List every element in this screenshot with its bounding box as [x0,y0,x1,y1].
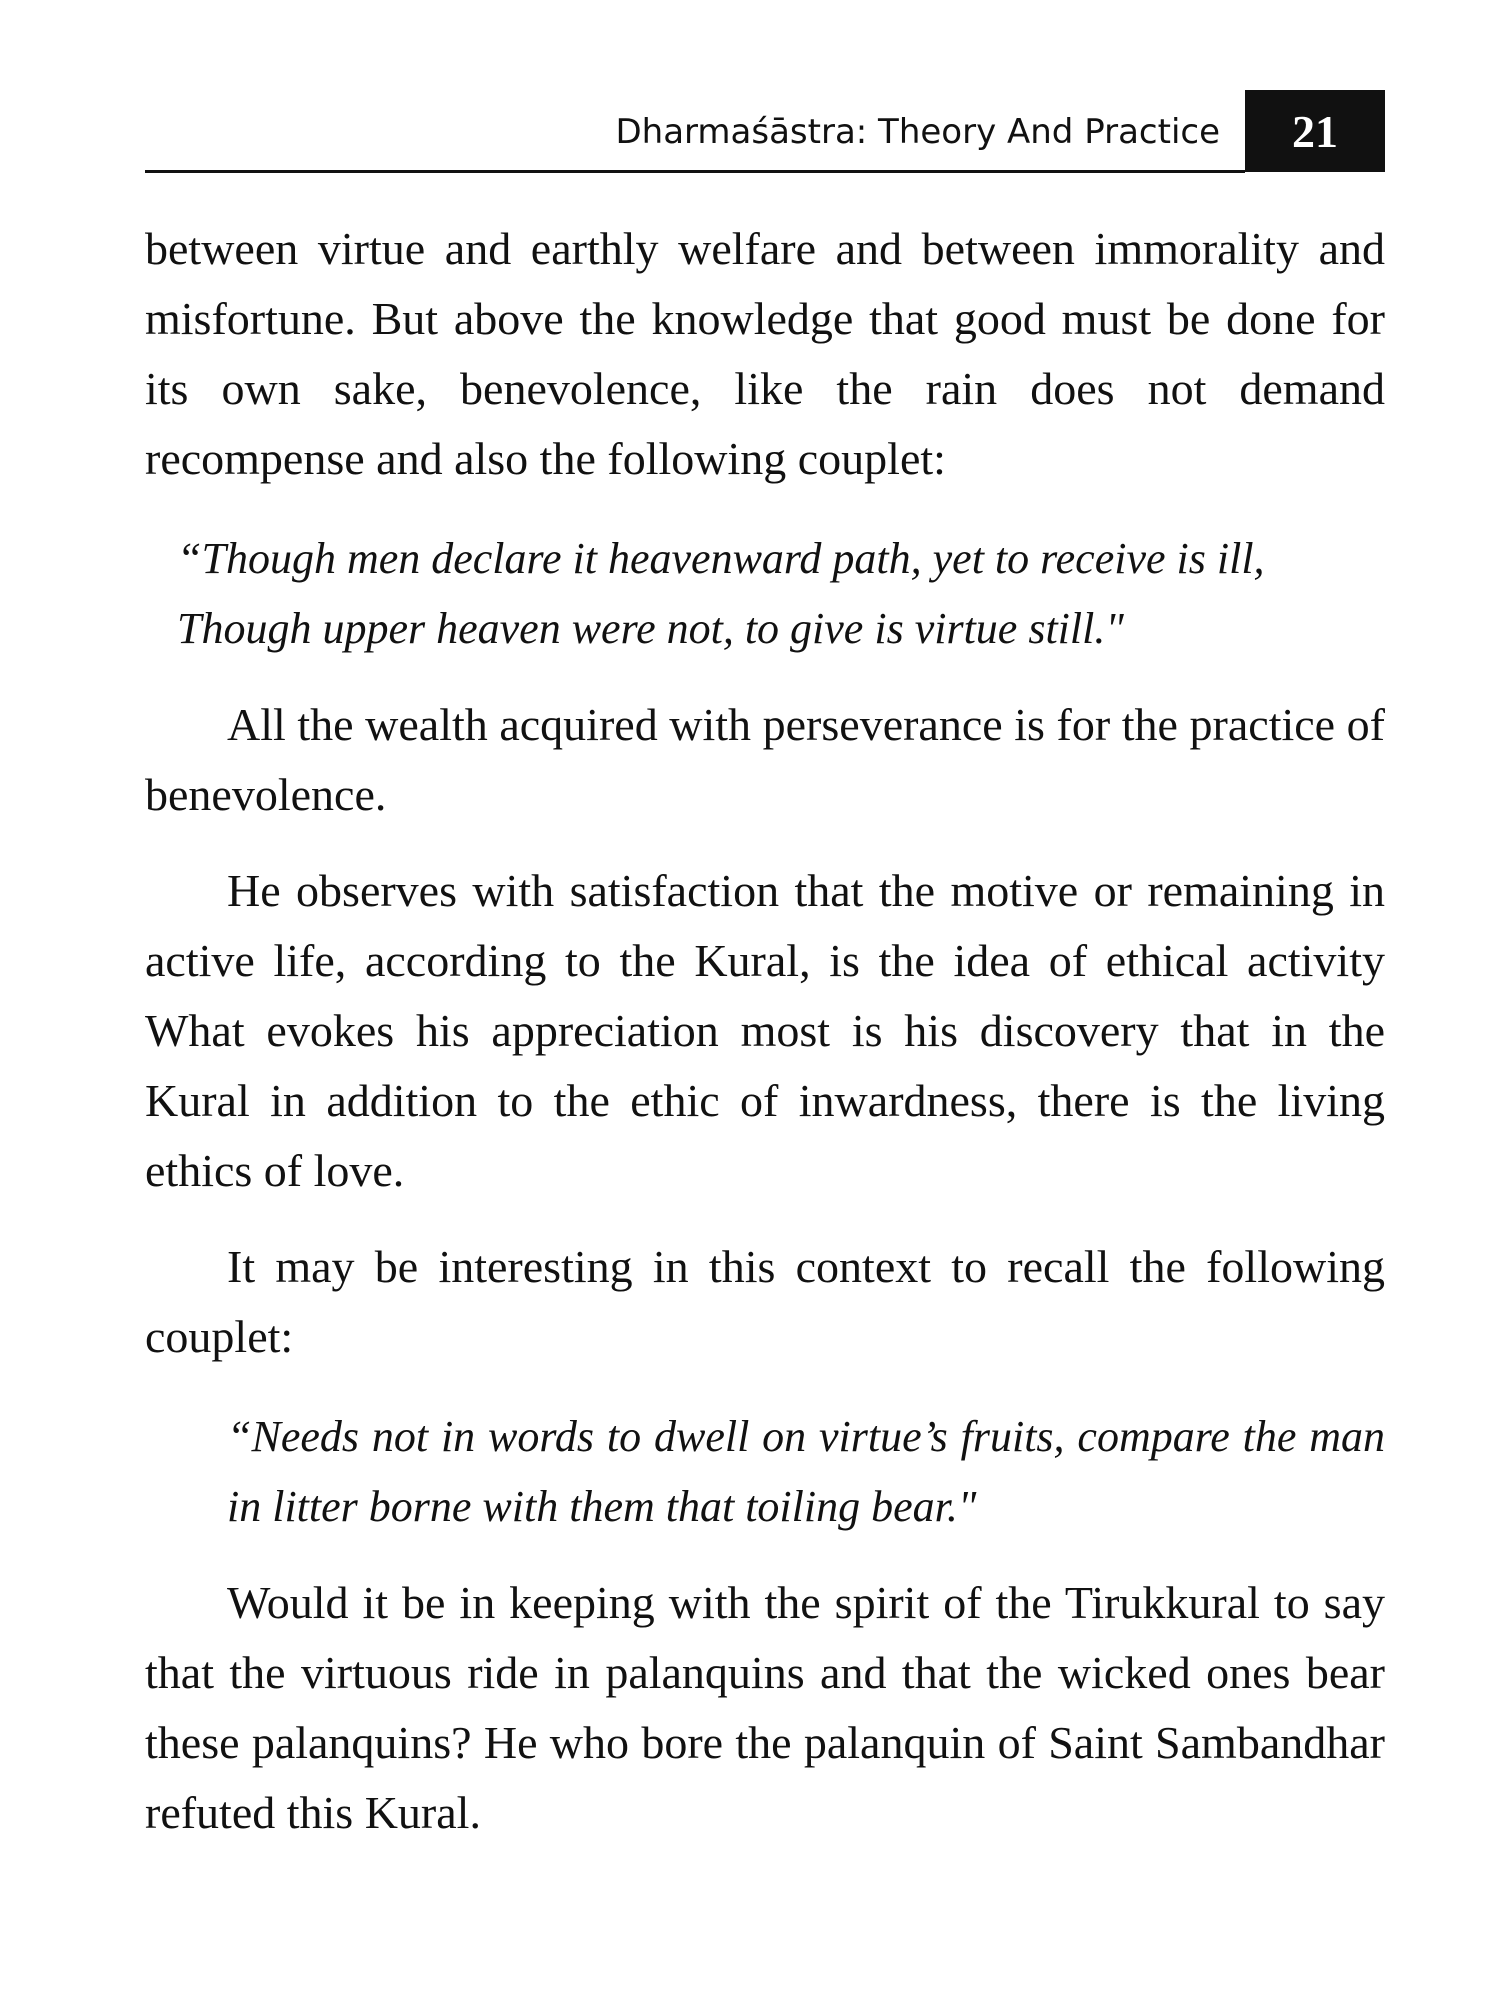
quote-couplet-2: “Needs not in words to dwell on virtue’s fruits, compare the man in litter borne with them that toiling bear." [227,1412,1385,1531]
header-rule [145,170,1245,173]
quote-1-line-2: Though upper heaven were not, to give is virtue still." [177,604,1124,653]
quote-1-line-1: “Though men declare it heavenward path, yet to receive is ill, [177,534,1265,583]
quote-couplet-1 [145,524,1385,664]
paragraph-3: He observes with satisfaction that the motive or remaining in active life, according to the Kural, is the idea of ethical activity What evokes his appreciation most is his discovery that in the Kural in addition to the ethic of inwardness, there is the living ethics of love. [145,865,1385,1196]
paragraph-4: It may be interesting in this context to recall the following couplet: [145,1241,1385,1362]
running-title: Dharmaśāstra: Theory And Practice [615,112,1220,152]
body-text [145,214,1385,1848]
paragraph-1: between virtue and earthly welfare and between immorality and misfortune. But above the knowledge that good must be done for its own sake, benevolence, like the rain does not demand recompense and also the following couplet: [145,223,1385,484]
paragraph-5: Would it be in keeping with the spirit of the Tirukkural to say that the virtuous ride in palanquins and that the wicked ones bear these palanquins? He who bore the palanquin of Saint Sambandhar refuted this Kural. [145,1577,1385,1838]
page-header [145,90,1385,172]
paragraph-2: All the wealth acquired with perseverance is for the practice of benevolence. [145,699,1385,820]
page-number: 21 [1245,90,1385,172]
